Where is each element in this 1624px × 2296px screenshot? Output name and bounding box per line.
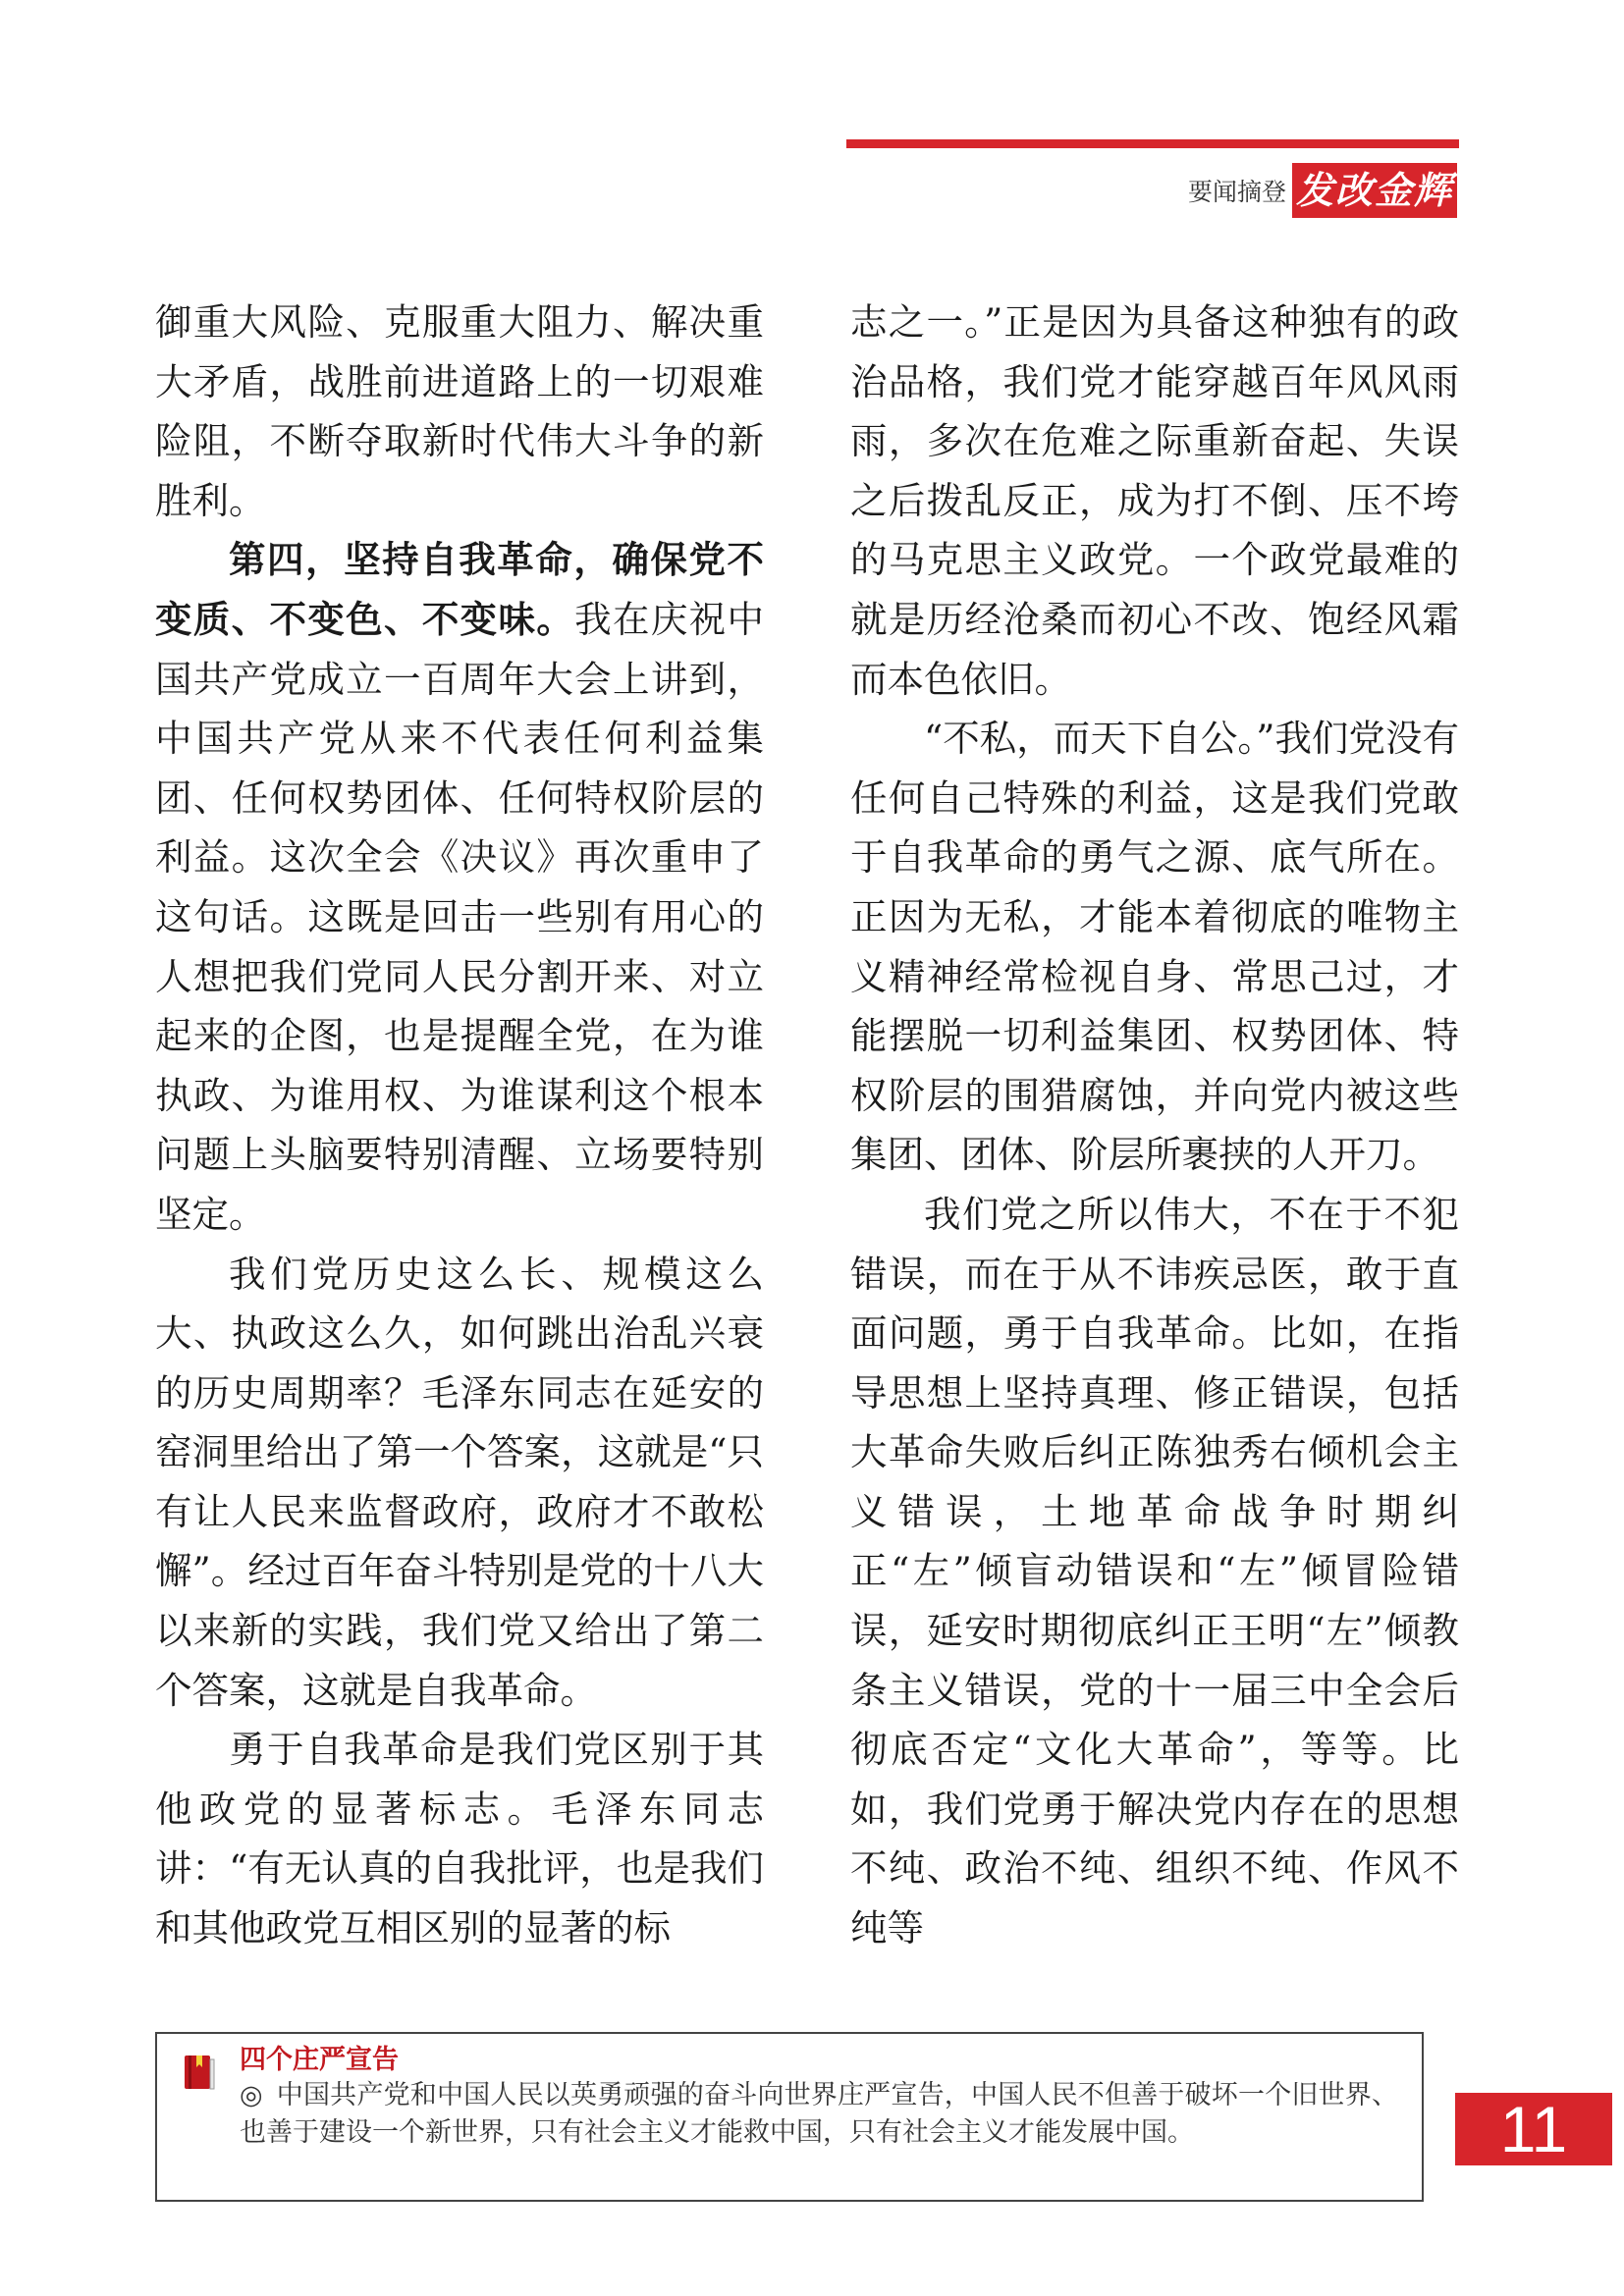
sidebar-note <box>155 2032 1424 2202</box>
paragraph: 我们党之所以伟大，不在于不犯错误，而在于从不讳疾忌医，敢于直面问题，勇于自我革命。比如，在指导思想上坚持真理、修正错误，包括大革命失败后纠正陈独秀右倾机会主义错误，土地革命战争时期纠正“左”倾盲动错误和“左”倾冒险错误，延安时期彻底纠正王明“左”倾教条主义错误，党的十一届三中全会后彻底否定“文化大革命”，等等。比如，我们党勇于解决党内存在的思想不纯、政治不纯、组织不纯、作风不纯等 <box>850 1192 1459 1950</box>
magazine-brand: 发改金辉 <box>1292 163 1457 218</box>
bullet: ◎ <box>240 2080 263 2110</box>
bold-heading: 第四，坚持自我革命，确保党不变质、不变色、不变味。 <box>155 538 764 641</box>
paragraph: 勇于自我革命是我们党区别于其他政党的显著标志。毛泽东同志讲：“有无认真的自我批评，也是我们和其他政党互相区别的显著的标 <box>155 1728 764 1950</box>
note-body <box>240 2077 1398 2152</box>
page-number: 11 <box>1455 2093 1612 2165</box>
paragraph <box>155 530 764 1244</box>
section-label: 要闻摘登 <box>1187 178 1286 206</box>
book-icon <box>183 2054 216 2093</box>
paragraph: “不私，而天下自公。”我们党没有任何自己特殊的利益，这是我们党敢于自我革命的勇气之源、底气所在。正因为无私，才能本着彻底的唯物主义精神经常检视自身、常思己过，才能摆脱一切利益集团、权势团体、特权阶层的围猎腐蚀，并向党内被这些集团、团体、阶层所裹挟的人开刀。 <box>850 717 1459 1177</box>
right-column <box>850 293 1459 1958</box>
paragraph: 御重大风险、克服重大阻力、解决重大矛盾，战胜前进道路上的一切艰难险阻，不断夺取新时代伟大斗争的新胜利。 <box>155 300 764 522</box>
paragraph: 我们党历史这么长、规模这么大、执政这么久，如何跳出治乱兴衰的历史周期率？毛泽东同志在延安的窑洞里给出了第一个答案，这就是“只有让人民来监督政府，政府才不敢松懈”。经过百年奋斗特别是党的十八大以来新的实践，我们党又给出了第二个答案，这就是自我革命。 <box>155 1252 764 1712</box>
paragraph: 志之一。”正是因为具备这种独有的政治品格，我们党才能穿越百年风风雨雨，多次在危难之际重新奋起、失误之后拨乱反正，成为打不倒、压不垮的马克思主义政党。一个政党最难的就是历经沧桑而初心不改、饱经风霜而本色依旧。 <box>850 300 1459 701</box>
left-column <box>155 293 764 1958</box>
note-text: 中国共产党和中国人民以英勇顽强的奋斗向世界庄严宣告，中国人民不但善于破坏一个旧世界、也善于建设一个新世界，只有社会主义才能救中国，只有社会主义才能发展中国。 <box>240 2080 1399 2148</box>
paragraph-text: 我在庆祝中国共产党成立一百周年大会上讲到，中国共产党从来不代表任何利益集团、任何权势团体、任何特权阶层的利益。这次全会《决议》再次重申了这句话。这既是回击一些别有用心的人想把我们党同人民分割开来、对立起来的企图，也是提醒全党，在为谁执政、为谁用权、为谁谋利这个根本问题上头脑要特别清醒、立场要特别坚定。 <box>155 597 765 1236</box>
header-rule <box>846 139 1459 148</box>
note-title: 四个庄严宣告 <box>240 2045 399 2075</box>
